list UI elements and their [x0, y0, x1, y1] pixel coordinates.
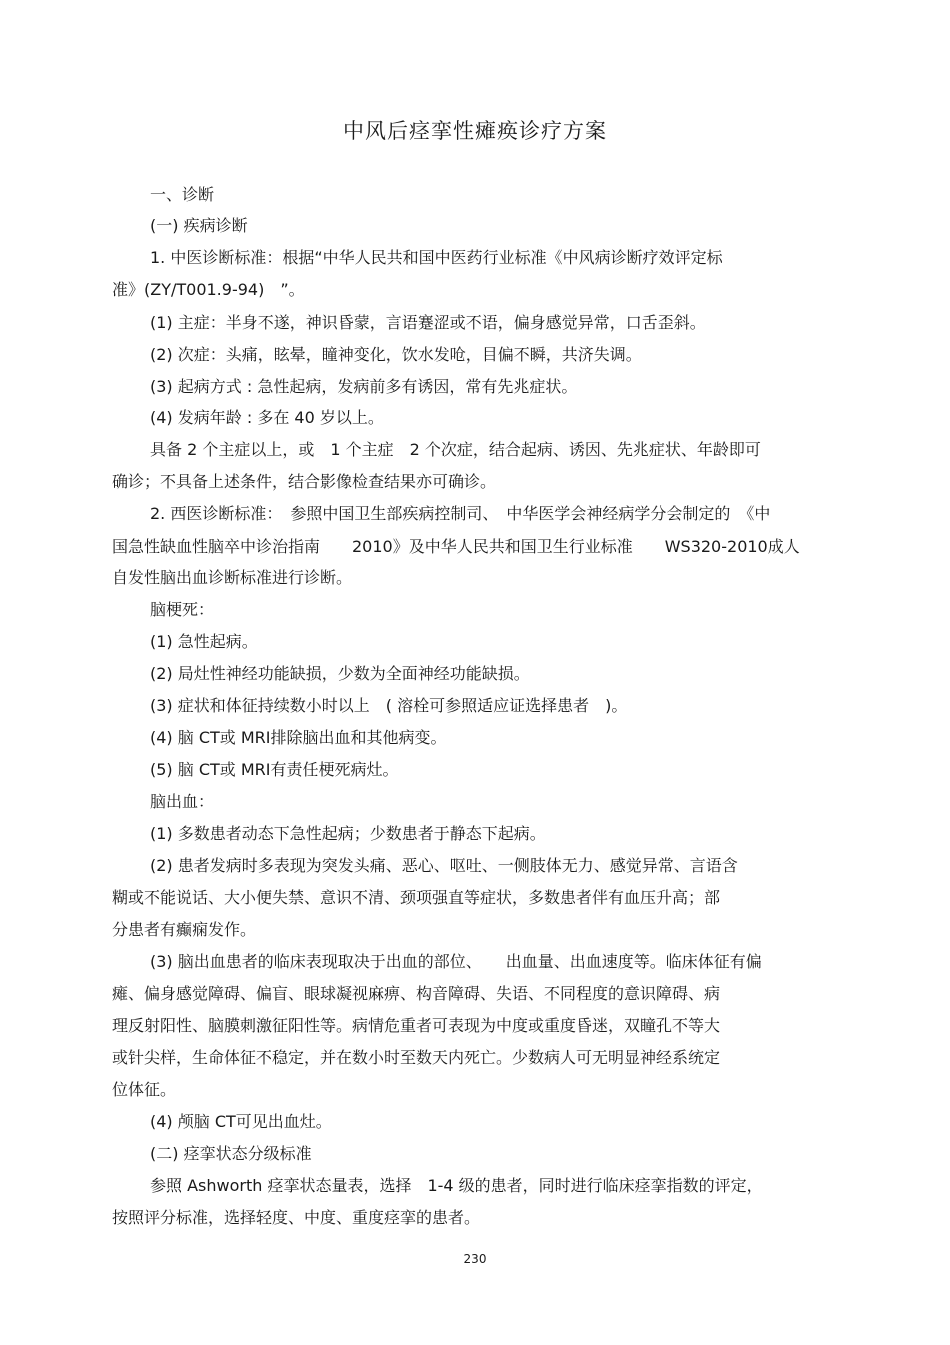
subheading-cerebral-infarction: 脑梗死：: [150, 600, 215, 619]
paragraph-line: 2. 西医诊断标准： 参照中国卫生部疾病控制司、 中华医学会神经病学分会制定的 《中: [150, 504, 771, 523]
paragraph-line: 瘫、偏身感觉障碍、偏盲、眼球凝视麻痹、构音障碍、失语、不同程度的意识障碍、病: [112, 984, 721, 1003]
paragraph-line: 1. 中医诊断标准：根据“中华人民共和国中医药行业标准《中风病诊断疗效评定标: [150, 248, 723, 267]
paragraph-line: 具备 2 个主症以上，或 1 个主症 2 个次症，结合起病、诱因、先兆症状、年龄即可: [150, 440, 761, 459]
subheading-disease-diagnosis: (一) 疾病诊断: [150, 216, 248, 235]
paragraph-line: 分患者有癫痫发作。: [112, 920, 257, 939]
list-item: (3) 起病方式 : 急性起病，发病前多有诱因，常有先兆症状。: [150, 377, 578, 396]
list-item: (4) 颅脑 CT可见出血灶。: [150, 1112, 332, 1131]
paragraph-line: 准》(ZY/T001.9-94) ”。: [112, 280, 305, 299]
paragraph-line: 或针尖样，生命体征不稳定，并在数小时至数天内死亡。少数病人可无明显神经系统定: [112, 1048, 721, 1067]
list-item: (4) 脑 CT或 MRI排除脑出血和其他病变。: [150, 728, 447, 747]
paragraph-line: 位体征。: [112, 1080, 177, 1099]
paragraph-line: 按照评分标准，选择轻度、中度、重度痉挛的患者。: [112, 1208, 481, 1227]
list-item: (2) 次症：头痛，眩晕，瞳神变化，饮水发呛，目偏不瞬，共济失调。: [150, 345, 642, 364]
list-item: (5) 脑 CT或 MRI有责任梗死病灶。: [150, 760, 399, 779]
subheading-cerebral-hemorrhage: 脑出血：: [150, 792, 215, 811]
heading-diagnosis: 一、诊断: [150, 185, 215, 204]
list-item: (3) 脑出血患者的临床表现取决于出血的部位、 出血量、出血速度等。临床体征有偏: [150, 952, 762, 971]
list-item: (1) 多数患者动态下急性起病；少数患者于静态下起病。: [150, 824, 546, 843]
page-title: 中风后痉挛性瘫痪诊疗方案: [343, 119, 607, 143]
paragraph-line: 国急性缺血性脑卒中诊治指南 2010》及中华人民共和国卫生行业标准 WS320-2010成人: [112, 537, 800, 556]
list-item: (1) 急性起病。: [150, 632, 258, 651]
paragraph-line: 自发性脑出血诊断标准进行诊断。: [112, 568, 353, 587]
list-item: (1) 主症：半身不遂，神识昏蒙，言语蹇涩或不语，偏身感觉异常，口舌歪斜。: [150, 313, 706, 332]
paragraph-line: 参照 Ashworth 痉挛状态量表，选择 1-4 级的患者，同时进行临床痉挛指数的评定，: [150, 1176, 763, 1195]
paragraph-line: 确诊；不具备上述条件，结合影像检查结果亦可确诊。: [112, 472, 497, 491]
list-item: (2) 患者发病时多表现为突发头痛、恶心、呕吐、一侧肢体无力、感觉异常、言语含: [150, 856, 738, 875]
list-item: (4) 发病年龄 : 多在 40 岁以上。: [150, 408, 384, 427]
list-item: (2) 局灶性神经功能缺损，少数为全面神经功能缺损。: [150, 664, 530, 683]
paragraph-line: 糊或不能说话、大小便失禁、意识不清、颈项强直等症状，多数患者伴有血压升高；部: [112, 888, 721, 907]
list-item: (3) 症状和体征持续数小时以上 ( 溶栓可参照适应证选择患者 )。: [150, 696, 628, 715]
page-number: 230: [463, 1252, 487, 1266]
paragraph-line: 理反射阳性、脑膜刺激征阳性等。病情危重者可表现为中度或重度昏迷，双瞳孔不等大: [112, 1016, 721, 1035]
subheading-spasticity-grading: (二) 痉挛状态分级标准: [150, 1144, 312, 1163]
